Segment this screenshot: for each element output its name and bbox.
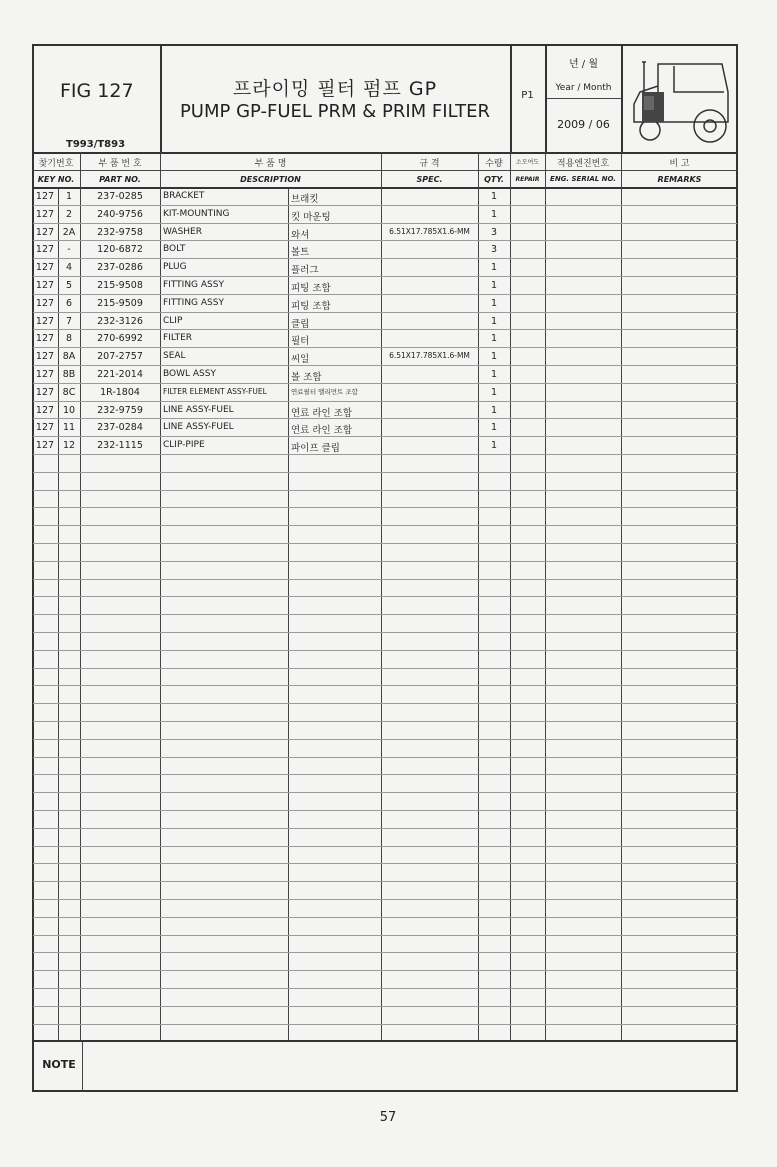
row-rule xyxy=(33,561,737,562)
fig-cell: 127 xyxy=(35,262,55,274)
description-cell: PLUG xyxy=(163,262,187,273)
part-no-cell: 232-1115 xyxy=(97,440,143,452)
row-rule xyxy=(33,276,737,277)
part-no-cell: 240-9756 xyxy=(97,208,143,220)
row-rule xyxy=(33,988,737,989)
qty-cell: 1 xyxy=(490,297,498,309)
note-label: NOTE xyxy=(42,1058,76,1071)
description-korean-cell: 볼트 xyxy=(291,247,310,259)
description-korean-cell: 씨일 xyxy=(291,354,310,366)
row-rule xyxy=(33,614,737,615)
description-cell: FITTING ASSY xyxy=(163,280,224,290)
description-korean-cell: 필터 xyxy=(291,336,310,348)
col-qty-korean: 수량 xyxy=(485,159,503,169)
col-part: PART NO. xyxy=(99,175,141,184)
row-rule xyxy=(33,579,737,580)
fig-cell: 127 xyxy=(35,369,55,380)
col-remarks-korean: 비 고 xyxy=(669,159,690,169)
row-rule xyxy=(33,543,737,544)
row-rule xyxy=(33,935,737,936)
fig-cell: 127 xyxy=(35,351,55,363)
row-rule xyxy=(33,970,737,971)
qty-cell: 1 xyxy=(490,404,498,416)
description-cell: CLIP xyxy=(163,315,183,326)
tractor-icon xyxy=(624,52,736,148)
key-no-cell: 5 xyxy=(65,280,73,291)
fig-cell: 127 xyxy=(35,226,55,238)
col-spec-korean: 규 격 xyxy=(419,159,440,169)
figure-number: FIG 127 xyxy=(60,80,134,102)
description-korean-cell: 브래킷 xyxy=(291,194,319,205)
col-part-korean: 부 품 번 호 xyxy=(98,159,142,169)
column-header-bottom-rule xyxy=(32,187,738,189)
part-no-cell: 237-0284 xyxy=(97,422,143,434)
part-no-cell: 237-0286 xyxy=(97,262,143,274)
note-divider xyxy=(82,1040,83,1092)
part-no-cell: 120-6872 xyxy=(97,244,143,256)
spec-cell: 6.51X17.785X1.6-MM xyxy=(389,351,470,361)
row-rule xyxy=(33,223,737,224)
part-no-cell: 232-9758 xyxy=(97,226,143,238)
part-no-cell: 232-3126 xyxy=(97,315,143,327)
qty-cell: 1 xyxy=(490,262,498,274)
description-korean-cell: 킷 마운팅 xyxy=(291,211,331,223)
page-number: 57 xyxy=(379,1110,397,1125)
key-no-cell: 8A xyxy=(62,351,76,363)
year-month-label-korean: 년 / 월 xyxy=(568,59,599,70)
row-rule xyxy=(33,418,737,419)
col-qty: QTY. xyxy=(484,175,504,184)
description-korean-cell: 피팅 조합 xyxy=(291,283,331,294)
row-rule xyxy=(33,792,737,793)
row-rule xyxy=(33,454,737,455)
description-korean-cell: 연료 라인 조합 xyxy=(291,425,353,437)
row-rule xyxy=(33,507,737,508)
col-spec: SPEC. xyxy=(416,175,443,184)
table-bottom-rule xyxy=(32,1040,738,1042)
key-no-cell: 6 xyxy=(65,297,73,309)
year-month-label: Year / Month xyxy=(555,83,612,93)
row-rule xyxy=(33,917,737,918)
key-no-cell: 8 xyxy=(65,333,73,345)
description-korean-cell: 클립 xyxy=(291,318,310,330)
part-no-cell: 215-9509 xyxy=(97,297,143,309)
row-rule xyxy=(33,596,737,597)
row-rule xyxy=(33,846,737,847)
fig-cell: 127 xyxy=(35,440,55,452)
row-rule xyxy=(33,472,737,473)
key-no-cell: 10 xyxy=(62,404,76,416)
row-rule xyxy=(33,739,737,740)
description-cell: BOLT xyxy=(163,244,186,255)
key-no-cell: 4 xyxy=(65,262,73,274)
fig-cell: 127 xyxy=(35,280,55,291)
part-no-cell: 237-0285 xyxy=(97,191,143,202)
description-cell: CLIP-PIPE xyxy=(163,440,205,451)
key-no-cell: 8B xyxy=(62,369,76,380)
qty-cell: 3 xyxy=(490,226,498,238)
spec-cell: 6.51X17.785X1.6-MM xyxy=(389,226,470,236)
description-cell: BOWL ASSY xyxy=(163,369,216,379)
row-rule xyxy=(33,1006,737,1007)
row-rule xyxy=(33,757,737,758)
part-no-cell: 1R-1804 xyxy=(100,386,140,398)
row-rule xyxy=(33,383,737,384)
col-remarks: REMARKS xyxy=(657,175,702,184)
col-desc: DESCRIPTION xyxy=(240,175,301,184)
fig-cell: 127 xyxy=(35,386,55,398)
row-rule xyxy=(33,810,737,811)
description-cell: FILTER ELEMENT ASSY-FUEL xyxy=(163,386,267,396)
part-no-cell: 221-2014 xyxy=(97,369,143,380)
col-repair-korean: 소모여도 xyxy=(515,159,540,166)
col-engine-serial-korean: 적용엔진번호 xyxy=(556,159,610,169)
description-korean-cell: 연료필터 엘리먼트 조합 xyxy=(291,387,358,396)
row-rule xyxy=(33,365,737,366)
row-rule xyxy=(33,685,737,686)
row-rule xyxy=(33,240,737,241)
column-header-divider xyxy=(32,170,738,171)
fig-cell: 127 xyxy=(35,244,55,256)
key-no-cell: 8C xyxy=(62,386,76,398)
description-korean-cell: 와셔 xyxy=(291,229,310,241)
row-rule xyxy=(33,401,737,402)
qty-cell: 1 xyxy=(490,422,498,434)
qty-cell: 1 xyxy=(490,386,498,398)
row-rule xyxy=(33,899,737,900)
row-rule xyxy=(33,205,737,206)
row-rule xyxy=(33,1024,737,1025)
page-code: P1 xyxy=(521,90,534,101)
part-no-cell: 232-9759 xyxy=(97,404,143,416)
row-rule xyxy=(33,525,737,526)
fig-cell: 127 xyxy=(35,333,55,345)
description-cell: FILTER xyxy=(163,333,193,344)
row-rule xyxy=(33,774,737,775)
description-korean-cell: 볼 조합 xyxy=(291,372,322,383)
fig-cell: 127 xyxy=(35,315,55,327)
row-rule xyxy=(33,436,737,437)
part-no-cell: 270-6992 xyxy=(97,333,143,345)
col-key-korean: 찾기번호 xyxy=(38,159,74,169)
row-rule xyxy=(33,952,737,953)
header-bottom-rule xyxy=(32,152,738,154)
qty-cell: 1 xyxy=(490,191,498,202)
year-month-divider xyxy=(546,98,621,99)
row-rule xyxy=(33,312,737,313)
row-rule xyxy=(33,258,737,259)
description-cell: LINE ASSY-FUEL xyxy=(163,404,234,415)
col-engine-serial: ENG. SERIAL NO. xyxy=(550,175,616,183)
row-rule xyxy=(33,668,737,669)
model-code: T993/T893 xyxy=(66,139,126,150)
title-korean: 프라이밍 필터 펌프 GP xyxy=(232,78,438,100)
key-no-cell: 7 xyxy=(65,315,73,327)
fig-cell: 127 xyxy=(35,191,55,202)
part-no-cell: 215-9508 xyxy=(97,280,143,291)
description-korean-cell: 연료 라인 조합 xyxy=(291,407,353,419)
description-cell: SEAL xyxy=(163,351,186,362)
description-korean-cell: 플러그 xyxy=(291,265,319,277)
description-cell: WASHER xyxy=(163,226,202,237)
header-divider-date xyxy=(621,44,623,152)
row-rule xyxy=(33,881,737,882)
fig-cell: 127 xyxy=(35,297,55,309)
key-no-cell: 11 xyxy=(62,422,76,434)
qty-cell: 1 xyxy=(490,315,498,327)
key-no-cell: 2 xyxy=(65,208,73,220)
description-cell: BRACKET xyxy=(163,191,205,201)
row-rule xyxy=(33,632,737,633)
key-no-cell: 1 xyxy=(65,191,73,202)
fig-cell: 127 xyxy=(35,404,55,416)
key-no-cell: - xyxy=(67,244,71,256)
qty-cell: 1 xyxy=(490,208,498,220)
key-no-cell: 12 xyxy=(62,440,76,452)
row-rule xyxy=(33,329,737,330)
part-no-cell: 207-2757 xyxy=(97,351,143,363)
row-rule xyxy=(33,650,737,651)
qty-cell: 1 xyxy=(490,440,498,452)
key-no-cell: 2A xyxy=(62,226,76,238)
qty-cell: 1 xyxy=(490,280,498,291)
row-rule xyxy=(33,490,737,491)
fig-cell: 127 xyxy=(35,208,55,220)
qty-cell: 1 xyxy=(490,369,498,380)
qty-cell: 1 xyxy=(490,351,498,363)
title-english: PUMP GP-FUEL PRM & PRIM FILTER xyxy=(179,101,491,122)
row-rule xyxy=(33,863,737,864)
row-rule xyxy=(33,347,737,348)
description-cell: FITTING ASSY xyxy=(163,297,224,308)
row-rule xyxy=(33,294,737,295)
qty-cell: 3 xyxy=(490,244,498,256)
row-rule xyxy=(33,721,737,722)
row-rule xyxy=(33,703,737,704)
qty-cell: 1 xyxy=(490,333,498,345)
row-rule xyxy=(33,828,737,829)
year-month-value: 2009 / 06 xyxy=(557,118,610,131)
col-key: KEY NO. xyxy=(37,175,75,184)
col-desc-korean: 부 품 명 xyxy=(254,159,287,169)
description-cell: KIT-MOUNTING xyxy=(163,208,230,219)
col-repair: REPAIR xyxy=(515,176,540,183)
description-cell: LINE ASSY-FUEL xyxy=(163,422,234,433)
description-korean-cell: 파이프 클립 xyxy=(291,443,340,455)
fig-cell: 127 xyxy=(35,422,55,434)
description-korean-cell: 피팅 조합 xyxy=(291,300,331,312)
